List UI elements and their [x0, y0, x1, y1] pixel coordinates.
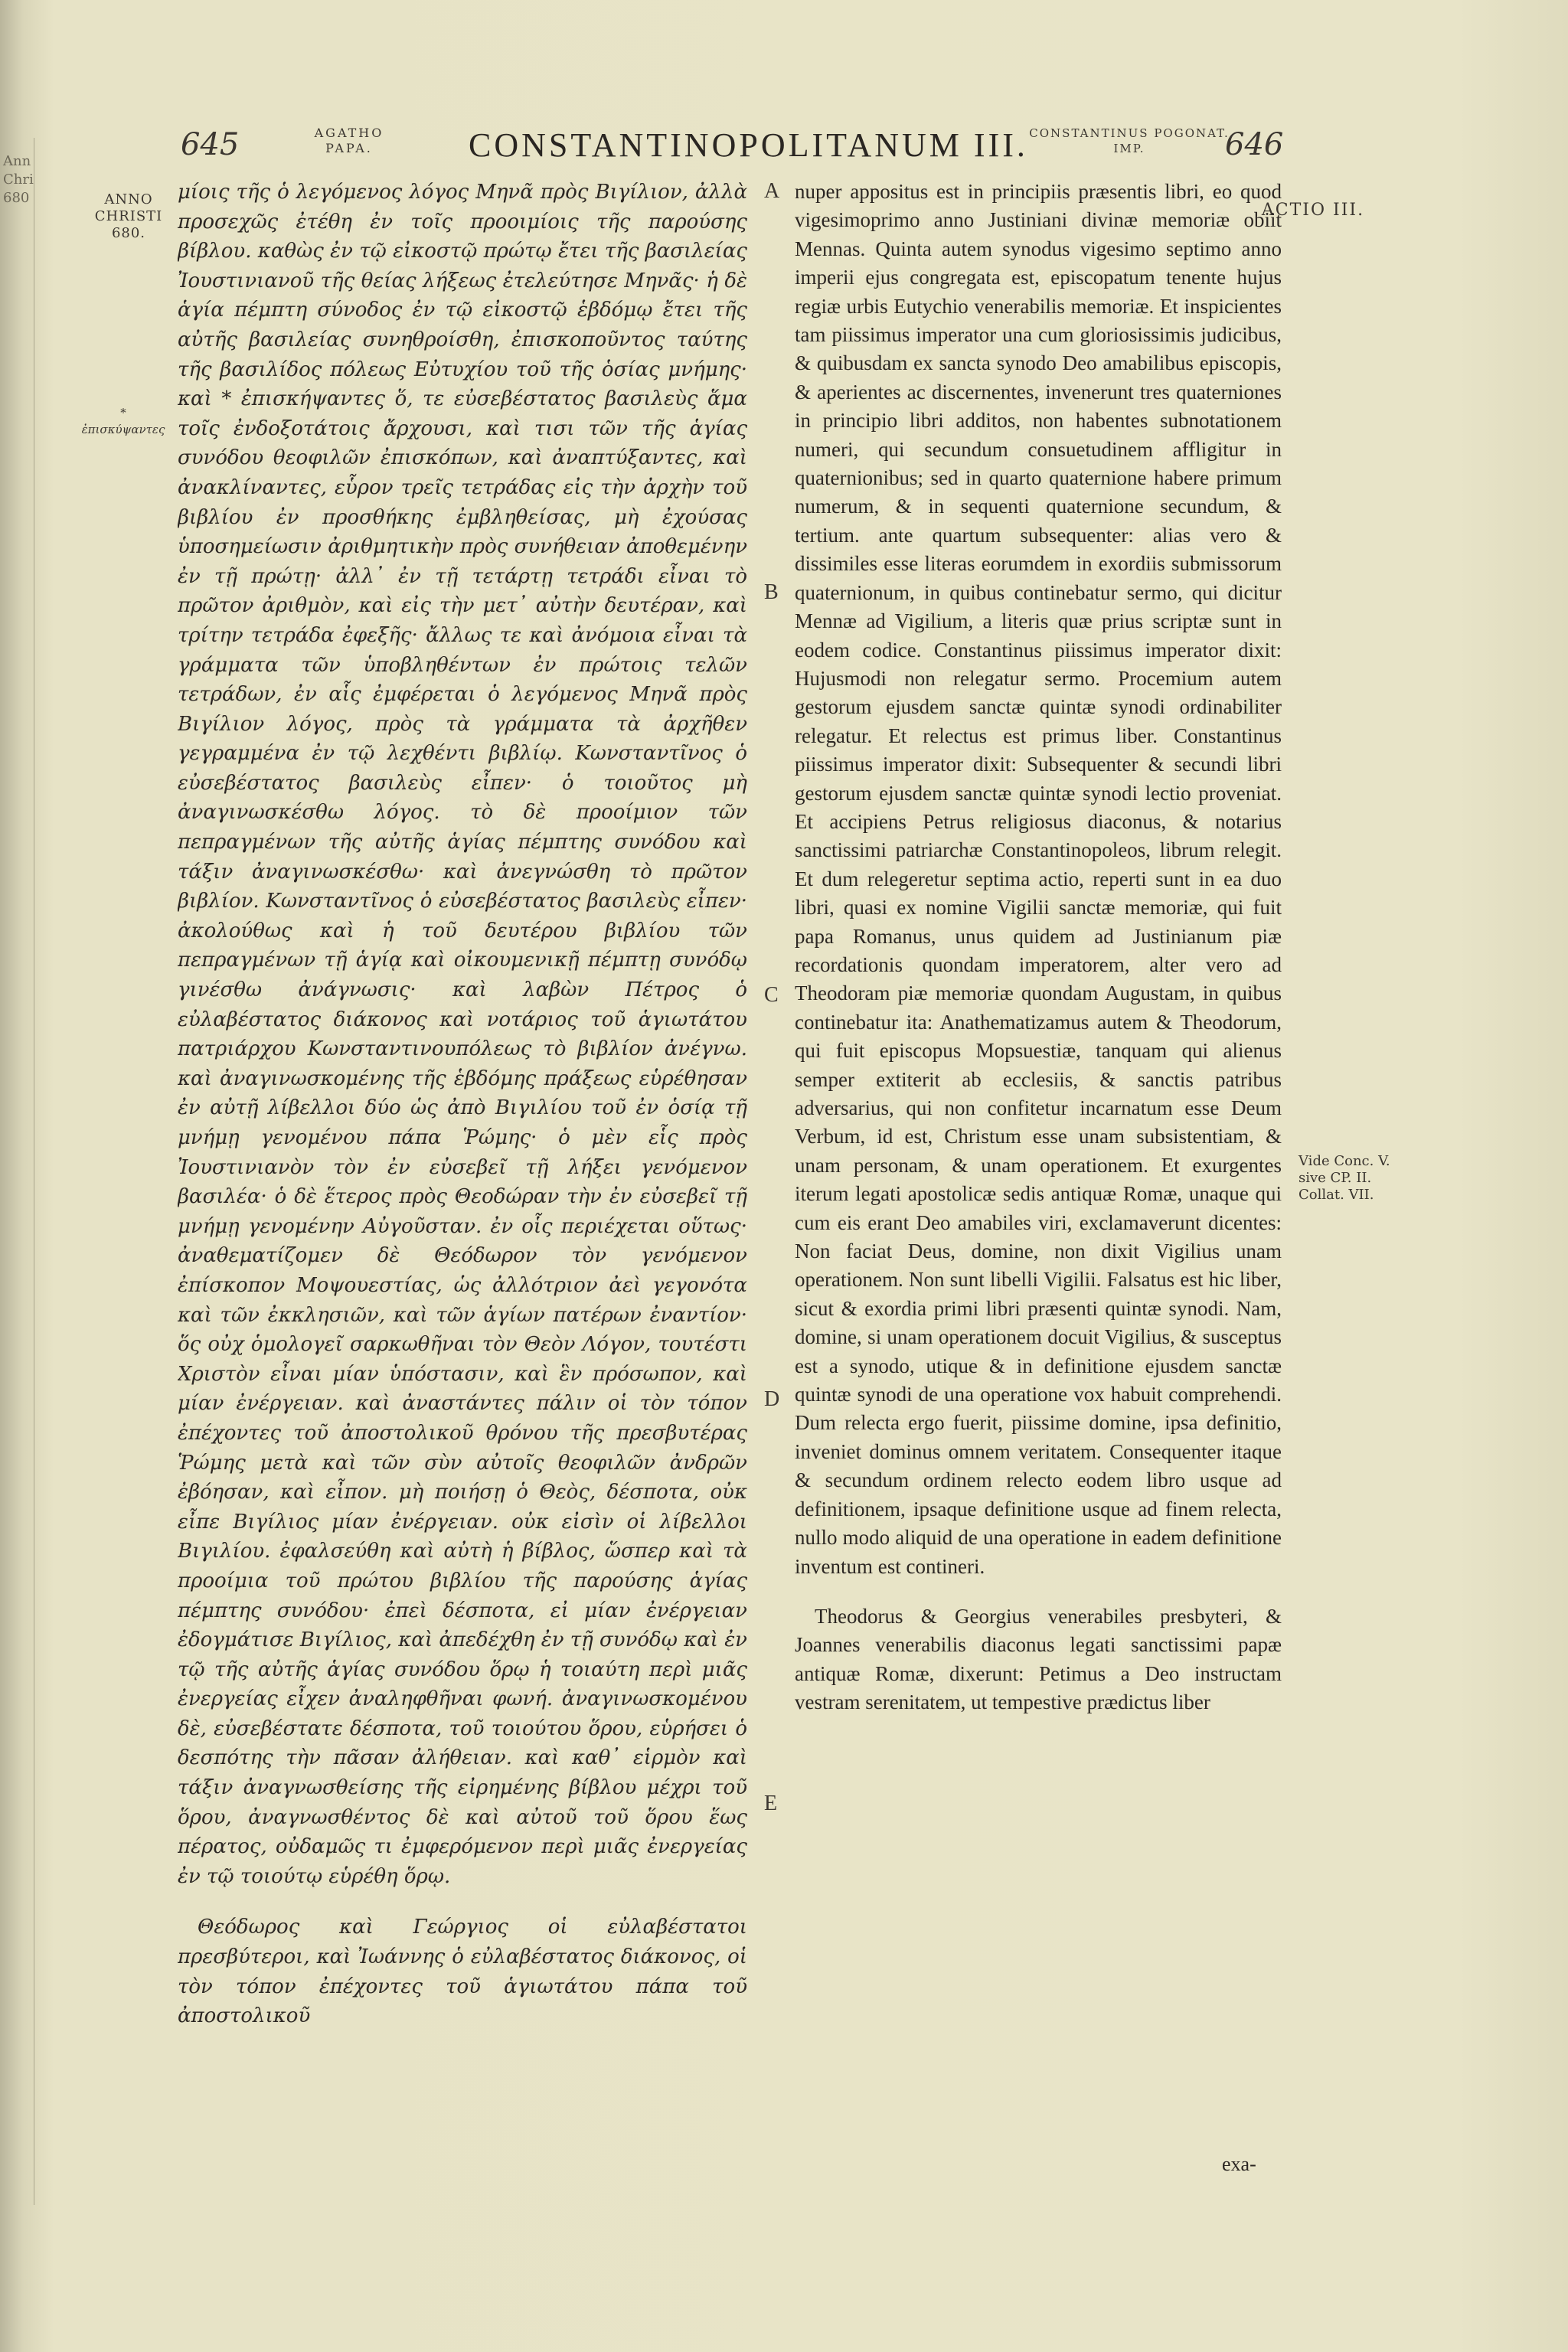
- gutter-fragment: 680: [3, 190, 30, 206]
- section-letter-e: E: [764, 1792, 778, 1815]
- facing-page-edge: [0, 138, 34, 2205]
- section-letter-a: A: [764, 179, 780, 203]
- page-number-left: 645: [181, 127, 240, 162]
- margin-year-note: ANNO CHRISTI 680.: [94, 191, 163, 241]
- greek-paragraph: μίοις τῆς ὁ λεγόμενος λόγος Μηνᾶ πρὸς Βιγίλιον, ἀλλὰ προσεχῶς ἐτέθη ἐν τοῖς προοιμίοις τῆς παρούσης βίβλου. καθὼς ἐν τῷ εἰκοστῷ πρώτῳ ἔτει τῆς βασιλείας Ἰουστινιανοῦ τῆς θείας λήξεως ἐτελεύτησε Μηνᾶς· ἡ δὲ ἁγία πέμπτη σύνοδος ἐν τῷ εἰκοστῷ ἑβδόμῳ ἔτει τῆς αὐτῆς βασιλείας συνηθροίσθη, ἐπισκοποῦντος ταύτης τῆς βασιλίδος πόλεως Εὐτυχίου τοῦ τῆς ὁσίας μνήμης· καὶ * ἐπισκήψαντες ὅ, τε εὐσεβέστατος βασιλεὺς ἅμα τοῖς ἐνδοξοτάτοις ἄρχουσι, καὶ τισι τῶν τῆς ἁγίας συνόδου θεοφιλῶν ἐπισκόπων, καὶ ἀναπτύξαντες, καὶ ἀνακλίναντες, εὗρον τρεῖς τετράδας εἰς τὴν ἀρχὴν τοῦ βιβλίου ἐν προσθήκης ἐμβληθείσας, μὴ ἐχούσας ὑποσημείωσιν ἀριθμητικὴν πρὸς συνήθειαν ἀποθεμένην ἐν τῇ πρώτῃ· ἀλλ᾿ ἐν τῇ τετάρτῃ τετράδι εἶναι τὸ πρῶτον ἀριθμὸν, καὶ εἰς τὴν μετ᾿ αὐτὴν δευτέραν, καὶ τρίτην τετράδα ἐφεξῆς· ἄλλως τε καὶ ἀνόμοια εἶναι τὰ γράμματα τῶν ὑποβληθέντων ἐν πρώτοις τελῶν τετράδων, ἐν αἷς ἐμφέρεται ὁ λεγόμενος Μηνᾶ πρὸς Βιγίλιον λόγος, πρὸς τὰ γράμματα τὰ ἀρχῆθεν γεγραμμένα ἐν τῷ λεχθέντι βιβλίῳ. Κωνσταντῖνος ὁ εὐσεβέστατος βασιλεὺς εἶπεν· ὁ τοιοῦτος μὴ ἀναγινωσκέσθω λόγος. τὸ δὲ προοίμιον τῶν πεπραγμένων τῆς αὐτῆς ἁγίας πέμπτης συνόδου καὶ τάξιν ἀναγινωσκέσθω· καὶ ἀνεγνώσθη τὸ πρῶτον βιβλίον. Κωνσταντῖνος ὁ εὐσεβέστατος βασιλεὺς εἶπεν· ἀκολούθως καὶ ἡ τοῦ δευτέρου βιβλίου τῶν πεπραγμένων τῇ ἁγίᾳ καὶ οἰκουμενικῇ πέμπτῃ συνόδῳ γινέσθω ἀνάγνωσις· καὶ λαβὼν Πέτρος ὁ εὐλαβέστατος διάκονος καὶ νοτάριος τοῦ ἁγιωτάτου πατριάρχου Κωνσταντινουπόλεως τὸ βιβλίον ἀνέγνω. καὶ ἀναγινωσκομένης τῆς ἑβδόμης πράξεως εὑρέθησαν ἐν αὐτῇ λίβελλοι δύο ὡς ἀπὸ Βιγιλίου τοῦ ἐν ὁσίᾳ τῇ μνήμῃ γενομένου πάπα Ῥώμης· ὁ μὲν εἷς πρὸς Ἰουστινιανὸν τὸν ἐν εὐσεβεῖ τῇ λήξει γενόμενον βασιλέα· ὁ δὲ ἕτερος πρὸς Θεοδώραν τὴν ἐν εὐσεβεῖ τῇ μνήμῃ γενομένην Αὐγοῦσταν. ἐν οἷς περιέχεται οὕτως· ἀναθεματίζομεν δὲ Θεόδωρον τὸν γενόμενον ἐπίσκοπον Μοψουεστίας, ὡς ἀλλότριον ἀεὶ γεγονότα καὶ τῶν ἐκκλησιῶν, καὶ τῶν ἁγίων πατέρων ἐναντίον· ὅς οὐχ ὁμολογεῖ σαρκωθῆναι τὸν Θεὸν Λόγον, τουτέστι Χριστὸν εἶναι μίαν ὑπόστασιν, καὶ ἓν πρόσωπον, καὶ μίαν ἐνέργειαν. καὶ ἀναστάντες πάλιν οἱ τὸν τόπον ἐπέχοντες τοῦ ἀποστολικοῦ θρόνου τῆς πρεσβυτέρας Ῥώμης μετὰ καὶ τῶν σὺν αὐτοῖς θεοφιλῶν ἀνδρῶν ἐβόησαν, καὶ εἶπον. μὴ ποιήσῃ ὁ Θεὸς, δέσποτα, οὐκ εἶπε Βιγίλιος μίαν ἐνέργειαν. οὐκ εἰσὶν οἱ λίβελλοι Βιγιλίου. ἐφαλσεύθη καὶ αὐτὴ ἡ βίβλος, ὥσπερ καὶ τὰ προοίμια τοῦ πρώτου βιβλίου τῆς παρούσης ἁγίας πέμπτης συνόδου· ἐπεὶ δέσποτα, εἰ μίαν ἐνέργειαν ἐδογμάτισε Βιγίλιος, καὶ ἀπεδέχθη ἐν τῇ συνόδῳ καὶ ἐν τῷ τῆς αὐτῆς ἁγίας συνόδου ὅρῳ ἡ τοιαύτη περὶ μιᾶς ἐνεργείας εἶχεν ἀναληφθῆναι φωνή. ἀναγινωσκομένου δὲ, εὐσεβέστατε δέσποτα, τοῦ τοιούτου ὅρου, εὑρήσει ὁ δεσπότης τὴν πᾶσαν ἀλήθειαν. καὶ καθ᾿ εἱρμὸν καὶ τάξιν ἀναγνωσθείσης τῆς εἰρημένης βίβλου μέχρι τοῦ ὅρου, ἀναγνωσθέντος δὲ καὶ αὐτοῦ τοῦ ὅρου ἕως πέρατος, οὐδαμῶς τι ἐμφερόμενον περὶ μιᾶς ἐνεργείας ἐν τῷ τοιούτῳ εὑρέθη ὅρῳ.: [178, 181, 747, 1888]
- catchword: exa-: [1222, 2153, 1256, 2175]
- page-title: CONSTANTINOPOLITANUM III.: [469, 126, 1028, 164]
- section-letter-c: C: [764, 983, 779, 1007]
- section-letter-b: B: [764, 580, 779, 604]
- running-header: [0, 122, 1568, 176]
- section-letter-d: D: [764, 1387, 780, 1411]
- greek-paragraph: Θεόδωρος καὶ Γεώργιος οἱ εὐλαβέστατοι πρεσβύτεροι, καὶ Ἰωάννης ὁ εὐλαβέστατος διάκονος, οἱ τὸν τόπον ἐπέχοντες τοῦ ἁγιωτάτου πάπα τοῦ ἀποστολικοῦ: [178, 1916, 747, 2028]
- gutter-fragment: Chri: [3, 172, 34, 188]
- margin-variant-note: * ἐπισκύψαντες: [81, 406, 165, 436]
- page-number-right: 646: [1225, 127, 1284, 162]
- margin-actio-label: ACTIO III.: [1261, 201, 1365, 220]
- margin-cross-reference: Vide Conc. V. sive CP. II. Collat. VII.: [1298, 1153, 1390, 1203]
- right-running-head: CONSTANTINUS POGONAT. IMP.: [1029, 126, 1230, 155]
- latin-paragraph: nuper appositus est in principiis præsentis libri, eo quod vigesimoprimo anno Justiniani divinæ memoriæ obiit Mennas. Quinta autem synodus vigesimo septimo anno imperii ejus congregata est, episcopatum tenente hujus regiæ urbis Eutychio venerabilis memoriæ. Et inspicientes tam piissimus imperator una cum gloriosissimis judicibus, & quibusdam ex sancta synodo Deo amabilibus episcopis, & aperientes ac discernentes, invenerunt tres quaterniones in principio libri additos, non habentes subnotationem numeri, qui secundum consuetudinem affligitur in quaternionibus; sed in quarto quaternione habere primum numerum, & in sequenti quaternione secundum, & tertium. ante quartum subsequenter: alias vero & dissimiles esse literas eorumdem in exordiis submissorum quaternionum, in quibus continebatur sermo, qui dicitur Mennæ ad Vigilium, a literis quæ prius scriptæ sunt in eodem codice. Constantinus piissimus imperator dixit: Hujusmodi non relegatur sermo. Procemium autem gestorum ejusdem sanctæ quintæ synodi ordinabiliter relegatur. Et relectus est primus liber. Constantinus piissimus imperator dixit: Subsequenter & secundi libri gestorum ejusdem sanctæ quintæ synodi lectio proveniat. Et accipiens Petrus religiosus diaconus, & notarius sanctissimi patriarchæ Constantinopoleos, librum relegit. Et dum relegeretur septima actio, reperti sunt in ea duo libri, quasi ex nomine Vigilii sanctæ memoriæ, qui fuit papa Romanus, unus quidem ad Justinianum piæ recordationis quondam imperatorem, alter vero ad Theodoram piæ memoriæ quondam Augustam, in quibus continebatur ita: Anathematizamus autem & Theodorum, qui fuit episcopus Mopsuestiæ, tanquam qui alienus semper extiterit ab ecclesiis, & sanctis patribus adversarius, qui non confitetur incarnatum esse Deum Verbum, id est, Christum esse unam subsistentiam, & unam personam, & unam operationem. Et exurgentes iterum legati apostolicæ sedis antiquæ Romæ, unaque qui cum eis erant Deo amabiles viri, exclamaverunt dicentes: Non faciat Deus, domine, non dixit Vigilius unam operationem. Non sunt libelli Vigilii. Falsatus est hic liber, sicut & exordia primi libri præsenti quintæ synodi. Nam, domine, si unam operationem docuit Vigilius, & susceptus est a synodo, utique & in definitione ejusdem sanctæ quintæ synodi de una operatione vox habuit comprehendi. Dum relecta ergo fuerit, piissime domine, ipsa definitio, inveniet dominus omnem veritatem. Consequenter itaque & secundum ordinem relecto eodem libro usque ad definitionem, ipsaque definitione usque ad finem relecta, nullo modo aliquid de una operatione in eadem definitione inventum est contineri.: [795, 180, 1282, 1578]
- gutter-fragment: Ann: [3, 153, 31, 169]
- left-running-head: AGATHO PAPA.: [314, 126, 384, 155]
- greek-text-column: [178, 178, 747, 2122]
- latin-text-column: [795, 178, 1282, 2184]
- latin-paragraph: Theodorus & Georgius venerabiles presbyteri, & Joannes venerabilis diaconus legati sanctissimi papæ antiquæ Romæ, dixerunt: Petimus a Deo instructam vestram serenitatem, ut tempestive prædictus liber: [795, 1604, 1282, 1714]
